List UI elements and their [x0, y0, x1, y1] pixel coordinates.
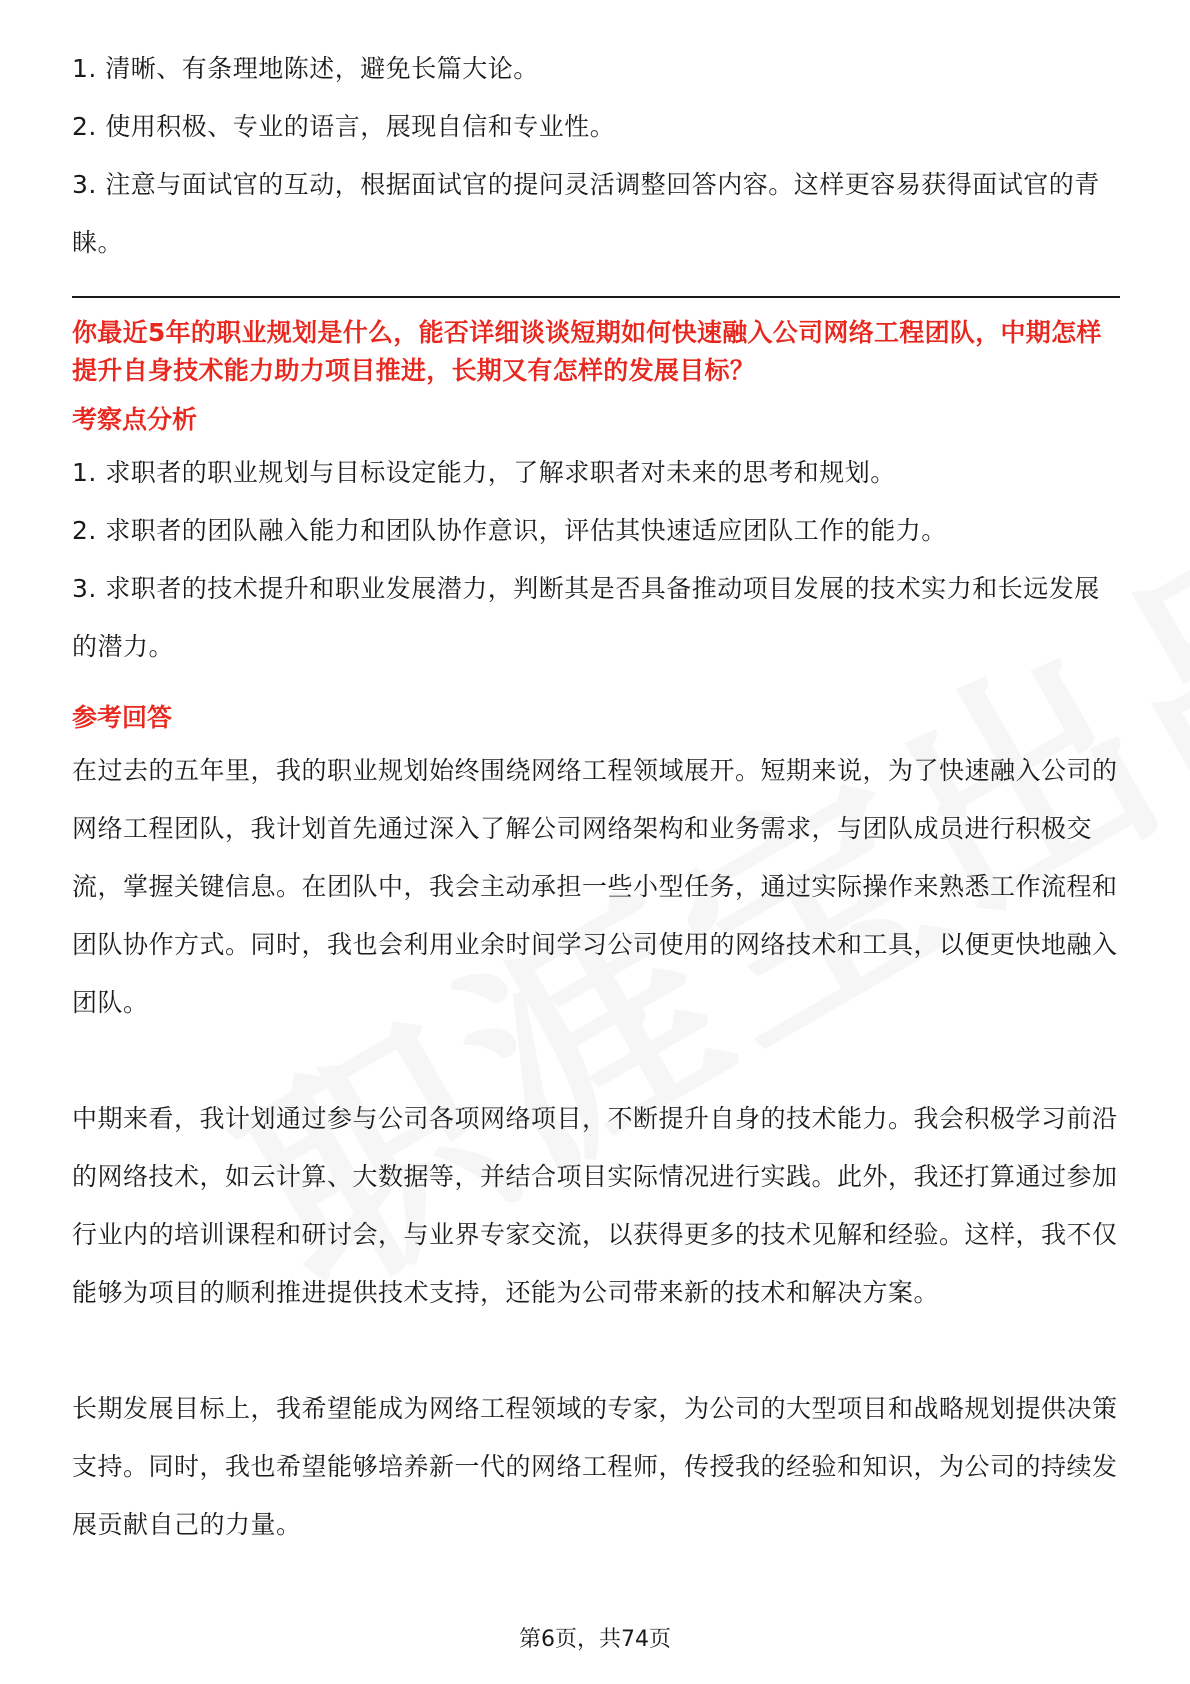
- analysis-list-item: 3. 求职者的技术提升和职业发展潜力，判断其是否具备推动项目发展的技术实力和长远发展的潜力。: [72, 574, 1100, 661]
- intro-list-item: 2. 使用积极、专业的语言，展现自信和专业性。: [72, 112, 616, 141]
- analysis-list-item: 1. 求职者的职业规划与目标设定能力，了解求职者对未来的思考和规划。: [72, 458, 896, 487]
- spacer: [72, 676, 1120, 692]
- analysis-heading: 考察点分析: [72, 405, 198, 434]
- answer-paragraph: 长期发展目标上，我希望能成为网络工程领域的专家，为公司的大型项目和战略规划提供决策支持。同时，我也希望能够培养新一代的网络工程师，传授我的经验和知识，为公司的持续发展贡献自己的力量。: [72, 1394, 1118, 1539]
- answer-paragraph: 中期来看，我计划通过参与公司各项网络项目，不断提升自身的技术能力。我会积极学习前沿的网络技术，如云计算、大数据等，并结合项目实际情况进行实践。此外，我还打算通过参加行业内的培训课程和研讨会，与业界专家交流，以获得更多的技术见解和经验。这样，我不仅能够为项目的顺利推进提供技术支持，还能为公司带来新的技术和解决方案。: [72, 1104, 1118, 1307]
- page-content: [72, 40, 1120, 1554]
- analysis-list: [72, 444, 1120, 676]
- interview-question: 你最近5年的职业规划是什么，能否详细谈谈短期如何快速融入公司网络工程团队，中期怎样提升自身技术能力助力项目推进，长期又有怎样的发展目标？: [72, 318, 1102, 385]
- intro-list: [72, 40, 1120, 272]
- answer-heading: 参考回答: [72, 703, 173, 732]
- intro-list-item: 3. 注意与面试官的互动，根据面试官的提问灵活调整回答内容。这样更容易获得面试官的青睐。: [72, 170, 1100, 257]
- analysis-list-item: 2. 求职者的团队融入能力和团队协作意识，评估其快速适应团队工作的能力。: [72, 516, 947, 545]
- answer-body: [72, 742, 1120, 1554]
- intro-list-item: 1. 清晰、有条理地陈述，避免长篇大论。: [72, 54, 539, 83]
- section-divider: [72, 296, 1120, 298]
- answer-paragraph: 在过去的五年里，我的职业规划始终围绕网络工程领域展开。短期来说，为了快速融入公司的网络工程团队，我计划首先通过深入了解公司网络架构和业务需求，与团队成员进行积极交流，掌握关键信息。在团队中，我会主动承担一些小型任务，通过实际操作来熟悉工作流程和团队协作方式。同时，我也会利用业余时间学习公司使用的网络技术和工具，以便更快地融入团队。: [72, 756, 1118, 1017]
- page-number-footer: 第6页，共74页: [519, 1627, 671, 1652]
